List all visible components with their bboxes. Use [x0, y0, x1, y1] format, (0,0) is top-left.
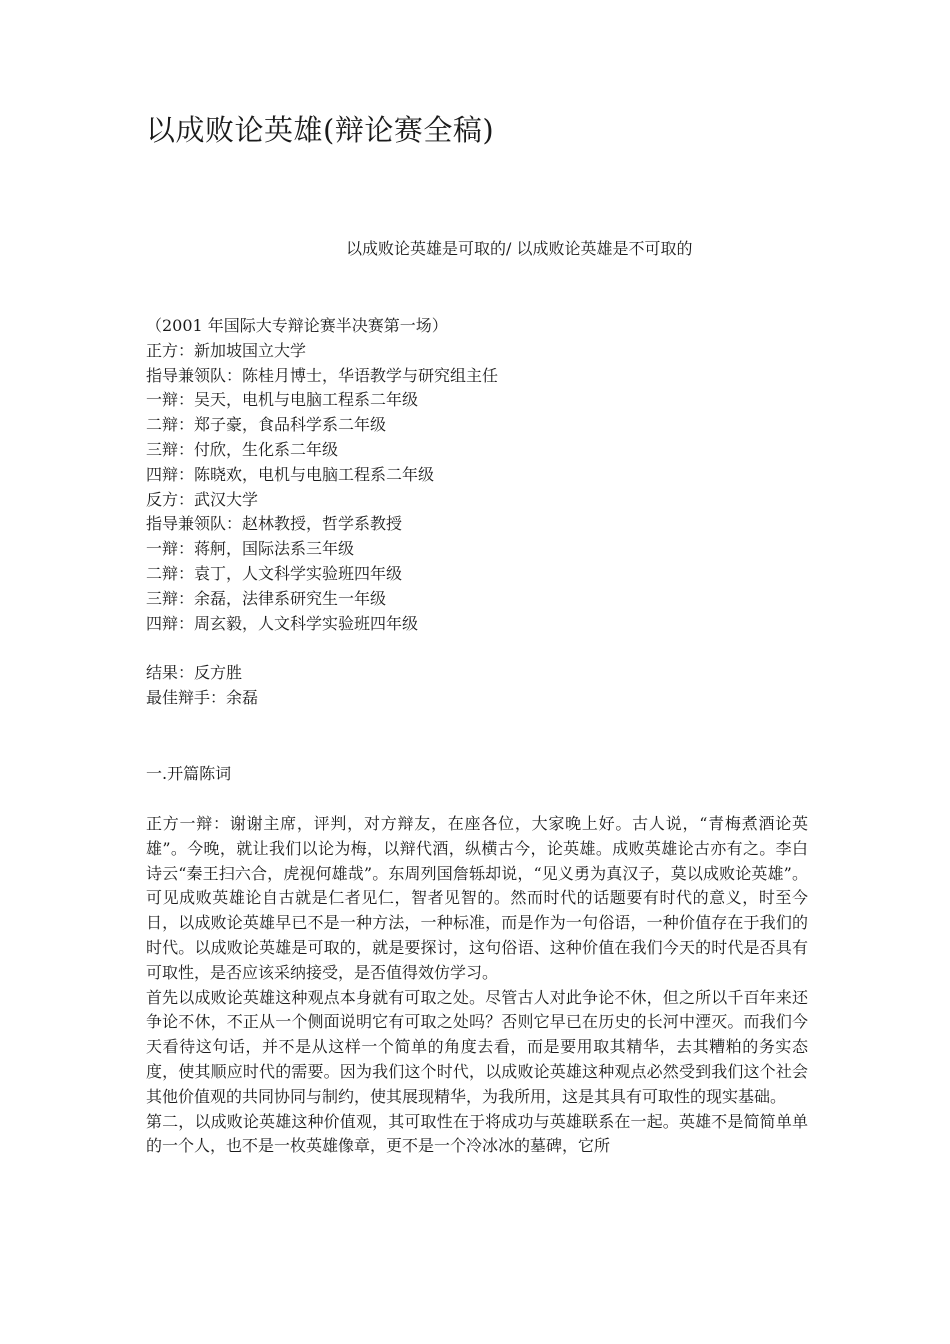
- info-line: 三辩：付欣，生化系二年级: [146, 439, 339, 459]
- info-line: 一辩：蒋舸，国际法系三年级: [146, 539, 355, 559]
- info-line: 指导兼领队：陈桂月博士，华语教学与研究组主任: [146, 365, 499, 385]
- document-title: 以成败论英雄(辩论赛全稿): [146, 113, 495, 147]
- info-line: 三辩：余磊，法律系研究生一年级: [146, 588, 387, 608]
- paragraph: 正方一辩：谢谢主席，评判，对方辩友，在座各位，大家晚上好。古人说，“青梅煮酒论英雄”。今晚，就让我们以论为梅，以辩代酒，纵横古今，论英雄。成败英雄论古亦有之。李白诗云“秦王扫六合，虎视何雄哉”。东周列国詹轹却说，“见义勇为真汉子，莫以成败论英雄”。可见成败英雄论自古就是仁者见仁，智者见智的。然而时代的话题要有时代的意义，时至今日，以成败论英雄早已不是一种方法，一种标准，而是作为一句俗语，一种价值存在于我们的时代。以成败论英雄是可取的，就是要探讨，这句俗语、这种价值在我们今天的时代是否具有可取性，是否应该采纳接受，是否值得效仿学习。: [146, 814, 808, 982]
- info-line: 指导兼领队：赵林教授，哲学系教授: [146, 514, 403, 534]
- info-line: 正方：新加坡国立大学: [146, 340, 307, 360]
- result-info: [146, 661, 808, 711]
- info-line: 二辩：袁丁，人文科学实验班四年级: [146, 563, 403, 583]
- best-debater-line: 最佳辩手：余磊: [146, 687, 259, 707]
- info-line: 四辩：周玄毅，人文科学实验班四年级: [146, 613, 419, 633]
- info-line: 四辩：陈晓欢，电机与电脑工程系二年级: [146, 464, 435, 484]
- info-line: 一辩：吴天，电机与电脑工程系二年级: [146, 390, 419, 410]
- info-line: 反方：武汉大学: [146, 489, 259, 509]
- debate-motion: 以成败论英雄是可取的/ 以成败论英雄是不可取的: [346, 239, 693, 258]
- info-line: 二辩：郑子豪，食品科学系二年级: [146, 415, 387, 435]
- info-line: （2001 年国际大专辩论赛半决赛第一场）: [146, 316, 448, 335]
- body-text: [146, 812, 808, 1159]
- result-line: 结果：反方胜: [146, 663, 243, 682]
- section-heading: 一.开篇陈词: [146, 764, 232, 783]
- paragraph: 第二，以成败论英雄这种价值观，其可取性在于将成功与英雄联系在一起。英雄不是简简单单的一个人，也不是一枚英雄像章，更不是一个冷冰冰的墓碑，它所: [146, 1111, 808, 1156]
- paragraph: 首先以成败论英雄这种观点本身就有可取之处。尽管古人对此争论不休，但之所以千百年来还争论不休，不正从一个侧面说明它有可取之处吗？否则它早已在历史的长河中湮灭。而我们今天看待这句话，并不是从这样一个简单的角度去看，而是要用取其精华，去其糟粕的务实态度，使其顺应时代的需要。因为我们这个时代，以成败论英雄这种观点必然受到我们这个社会其他价值观的共同协同与制约，使其展现精华，为我所用，这是其具有可取性的现实基础。: [146, 987, 808, 1106]
- team-info: [146, 314, 808, 636]
